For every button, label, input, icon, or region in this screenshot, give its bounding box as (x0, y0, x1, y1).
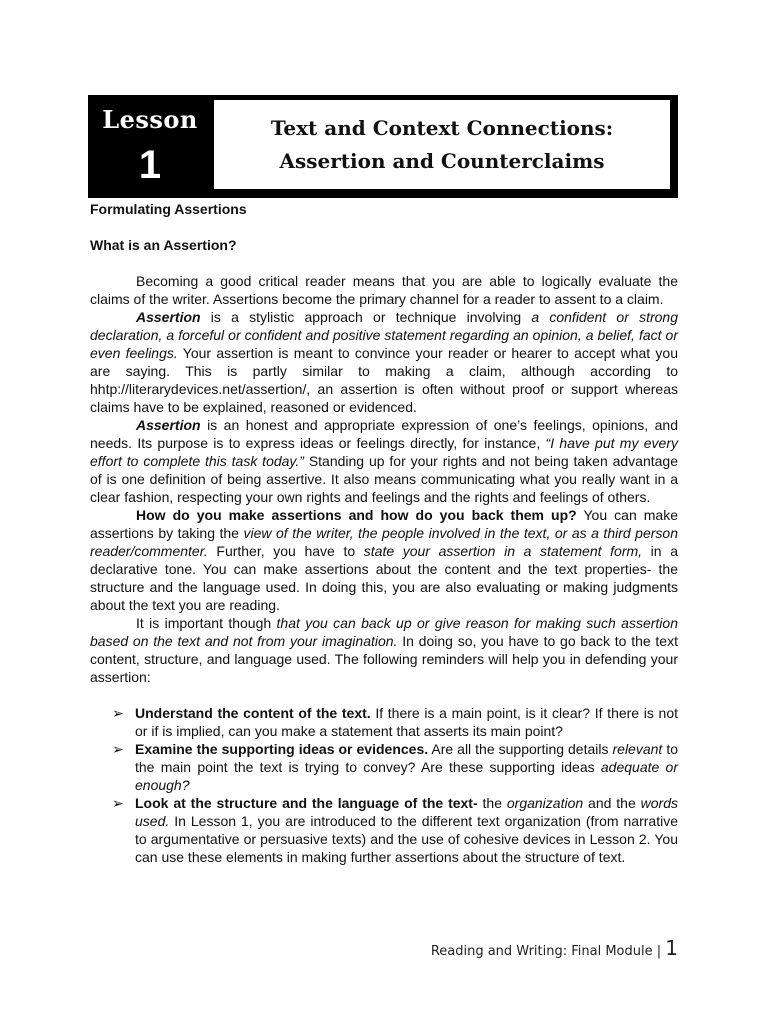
list-item: ➢ Look at the structure and the language of the text- the organization and the words used. In Lesson 1, you are introduced to the different text organization (from narrative to argumentative or persuasive texts) and the use of cohesive devices in Lesson 2. You can use these elements in making further assertions about the structure of text. (112, 795, 678, 865)
lesson-number: 1 (138, 143, 162, 187)
list-item: ➢ Examine the supporting ideas or evidences. Are all the supporting details relevant to the main point the text is trying to convey? Are these supporting ideas adequate or enough? (112, 741, 678, 793)
page-number: 1 (665, 936, 678, 960)
lesson-banner (88, 95, 678, 198)
page-footer (431, 936, 678, 960)
term-assertion: Assertion (136, 417, 201, 433)
paragraph-3: Assertion is an honest and appropriate expression of one’s feelings, opinions, and needs. Its purpose is to express ideas or feelings directly, for instance, “I have put my every effort to complete this task today.” Standing up for your rights and not being taken advantage of is one definition of being assertive. It also means communicating what you really want in a clear fashion, respecting your own rights and feelings and the rights and feelings of others. (90, 417, 678, 505)
paragraph-4: How do you make assertions and how do you back them up? You can make assertions by taking the view of the writer, the people involved in the text, or as a third person reader/commenter. Further, you have to state your assertion in a statement form, in a declarative tone. You can make assertions about the content and the text properties- the structure and the language used. In doing this, you are also evaluating or making judgments about the text you are reading. (90, 507, 679, 613)
paragraph-2: Assertion is a stylistic approach or technique involving a confident or strong declaration, a forceful or confident and positive statement regarding an opinion, a belief, fact or even feelings. Your assertion is meant to convince your reader or hearer to accept what you are saying. This is partly similar to making a claim, although according to hhtp://literarydevices.net/assertion/, an assertion is often without proof or support whereas claims have to be explained, reasoned or evidenced. (90, 309, 678, 415)
document-body (90, 200, 678, 866)
paragraph-5: It is important though that you can back up or give reason for making such assertion based on the text and not from your imagination. In doing so, you have to go back to the text content, structure, and language used. The following reminders will help you in defending your assertion: (90, 615, 678, 685)
subsection-heading: What is an Assertion? (90, 237, 237, 253)
term-assertion: Assertion (136, 309, 201, 325)
lesson-title-line-1: Text and Context Connections: (270, 115, 614, 140)
reminder-list (90, 704, 678, 866)
arrow-bullet-icon: ➢ (112, 705, 124, 721)
section-heading: Formulating Assertions (90, 201, 247, 217)
arrow-bullet-icon: ➢ (112, 741, 124, 757)
paragraph-1: Becoming a good critical reader means that you are able to logically evaluate the claims of the writer. Assertions become the primary channel for a reader to assent to a claim. (90, 273, 678, 307)
lesson-word: Lesson (102, 105, 198, 134)
arrow-bullet-icon: ➢ (112, 795, 124, 811)
lesson-title-box (214, 100, 670, 189)
footer-text: Reading and Writing: Final Module | (430, 944, 666, 959)
list-item: ➢ Understand the content of the text. If there is a main point, is it clear? If there is not or if is implied, can you make a statement that asserts its main point? (112, 705, 678, 739)
lesson-label-box (88, 95, 212, 198)
lesson-title-line-2: Assertion and Counterclaims (279, 148, 605, 173)
